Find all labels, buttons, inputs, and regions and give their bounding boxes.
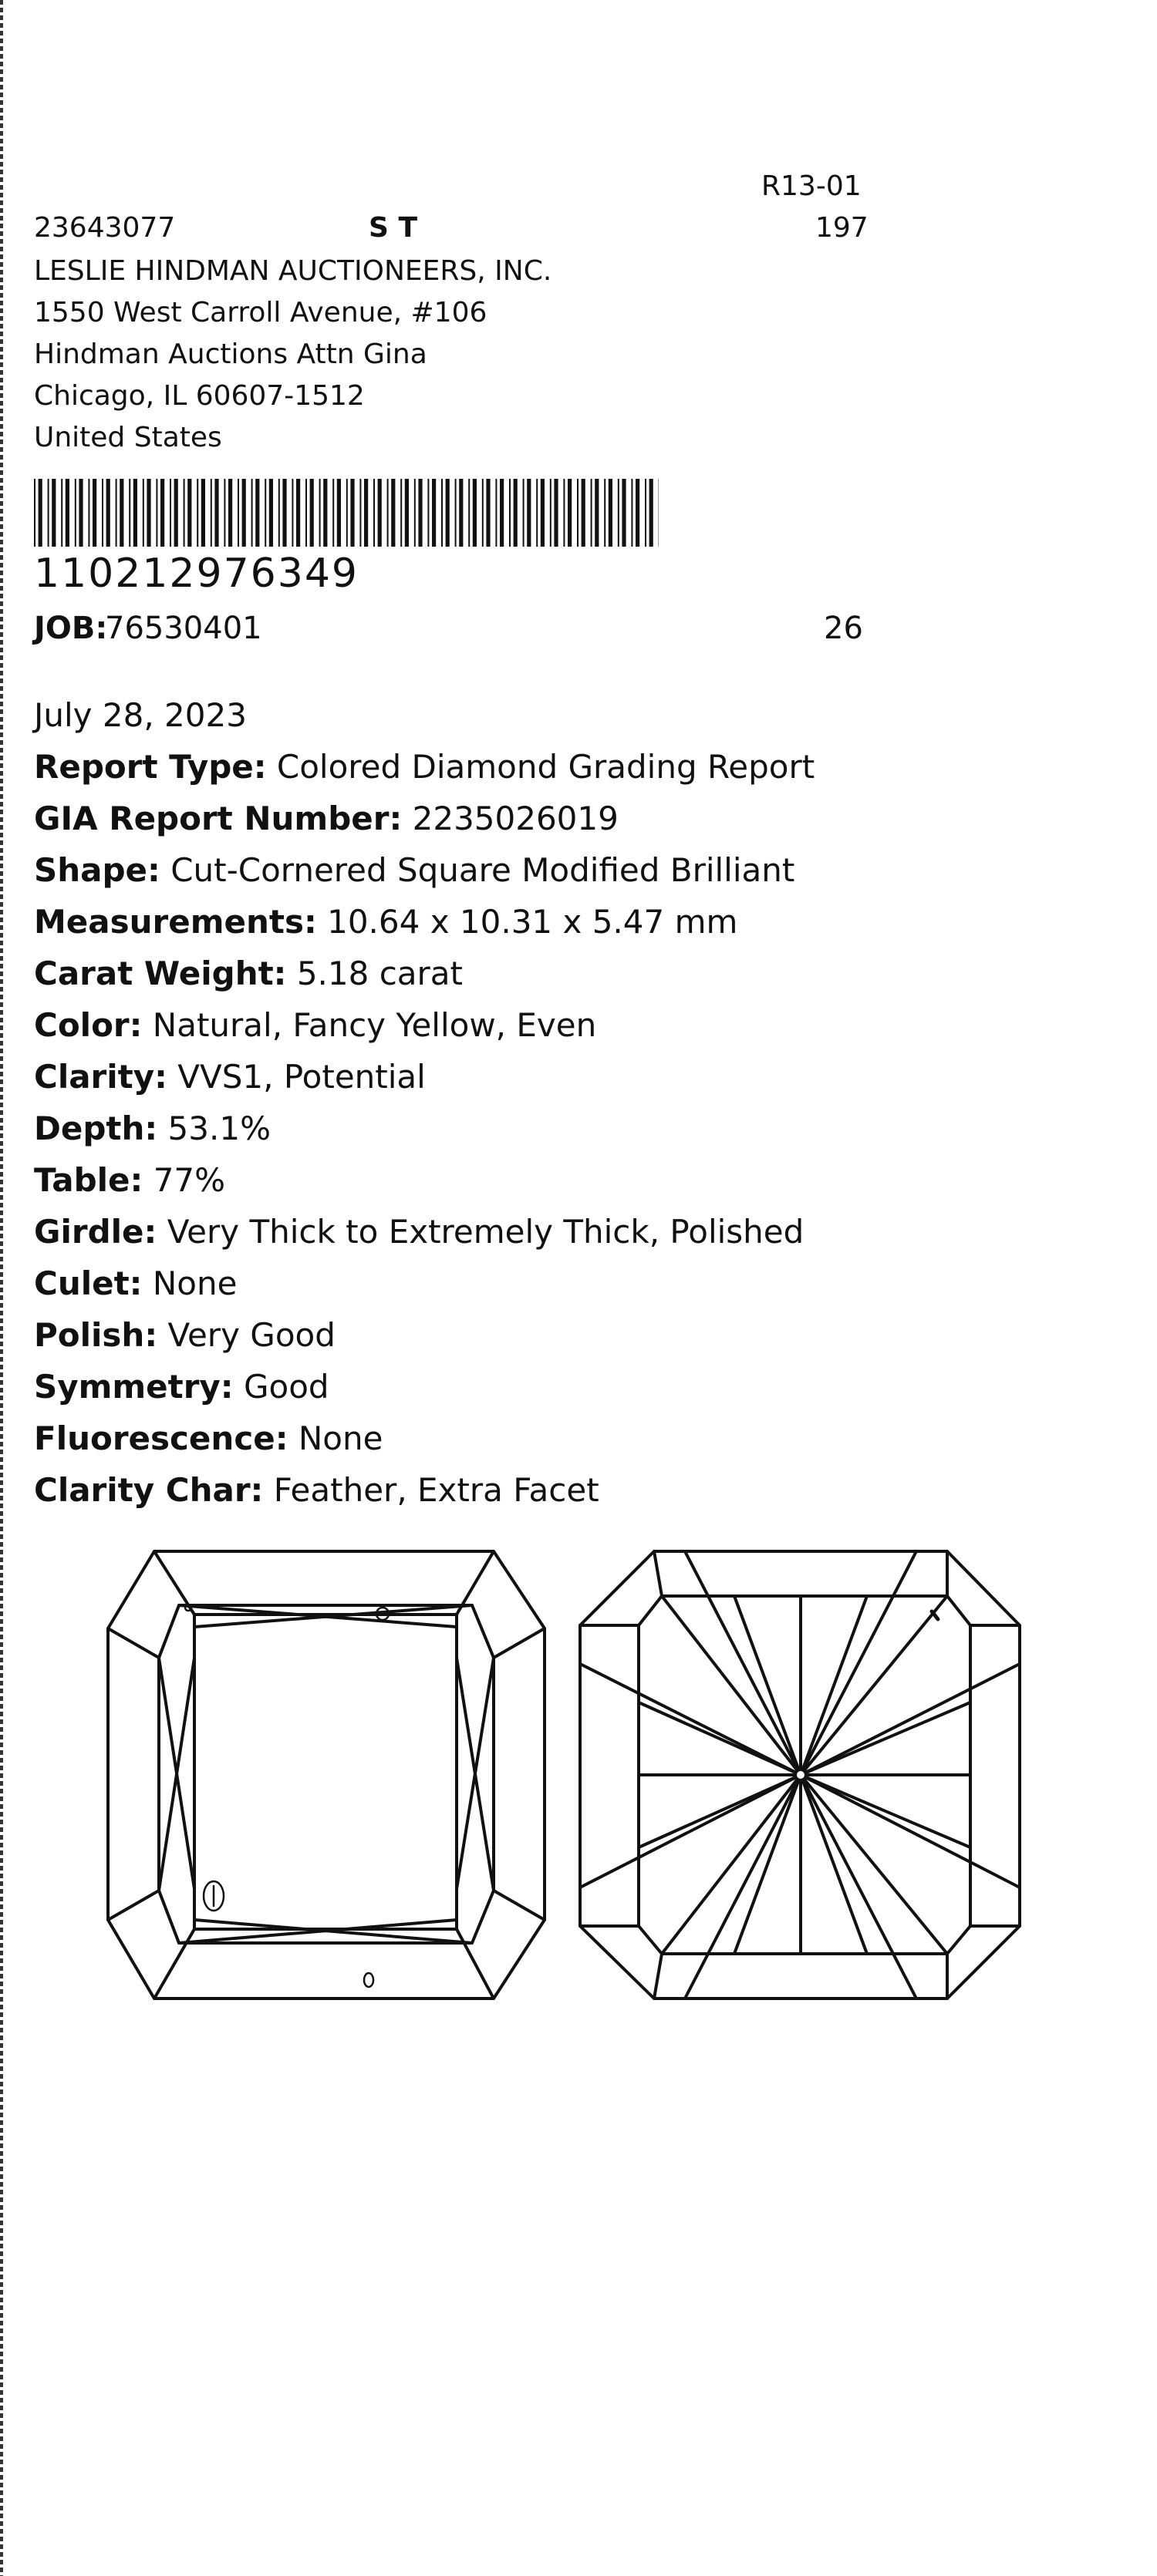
barcode-bar — [147, 479, 150, 547]
address-country: United States — [34, 422, 222, 453]
barcode-bar — [129, 479, 130, 547]
field-value: None — [152, 1264, 238, 1302]
field-clarity-characteristics — [34, 1471, 599, 1509]
barcode-bar — [414, 479, 416, 547]
pavilion-facet-diagram-icon — [578, 1548, 1026, 2002]
barcode-bar — [197, 479, 198, 547]
barcode-bar — [595, 479, 599, 547]
field-value: Colored Diamond Grading Report — [276, 748, 815, 786]
barcode-bar — [282, 479, 286, 547]
barcode-bar — [265, 479, 266, 547]
field-label: Clarity: — [34, 1058, 167, 1096]
barcode-bar — [400, 479, 402, 547]
field-value: VVS1, Potential — [177, 1058, 426, 1096]
barcode-bar — [622, 479, 626, 547]
field-label: Report Type: — [34, 748, 267, 786]
barcode-bar — [346, 479, 348, 547]
barcode-bar — [473, 479, 477, 547]
field-gia-report-number — [34, 800, 619, 837]
barcode-bar — [106, 479, 110, 547]
barcode-bar — [66, 479, 69, 547]
barcode-bar — [332, 479, 334, 547]
barcode-bar — [214, 479, 218, 547]
barcode-bar — [391, 479, 395, 547]
barcode-bar — [34, 479, 35, 547]
field-value: 53.1% — [167, 1110, 271, 1147]
company-name: LESLIE HINDMAN AUCTIONEERS, INC. — [34, 255, 552, 287]
field-value: Natural, Fancy Yellow, Even — [152, 1006, 597, 1044]
barcode-bar — [79, 479, 83, 547]
barcode-bar — [61, 479, 62, 547]
barcode-bar — [48, 479, 49, 547]
field-measurements — [34, 903, 738, 941]
sheet-number: 197 — [815, 212, 869, 244]
barcode-bar — [523, 479, 525, 547]
field-value: Very Thick to Extremely Thick, Polished — [167, 1213, 805, 1251]
field-value: Cut-Cornered Square Modified Brilliant — [170, 851, 795, 889]
barcode-bar — [495, 479, 497, 547]
barcode-bar — [350, 479, 354, 547]
barcode-bar — [174, 479, 178, 547]
barcode-bar — [609, 479, 612, 547]
barcode-bar — [52, 479, 56, 547]
barcode-bar — [568, 479, 572, 547]
field-value: Feather, Extra Facet — [273, 1471, 599, 1509]
barcode-bar — [563, 479, 565, 547]
barcode-bar — [577, 479, 578, 547]
field-value: 5.18 carat — [296, 955, 463, 992]
barcode-bar — [228, 479, 232, 547]
barcode-bar — [364, 479, 368, 547]
barcode-bar — [645, 479, 646, 547]
field-value: Good — [243, 1368, 329, 1406]
barcode-bar — [418, 479, 422, 547]
barcode-bar — [387, 479, 389, 547]
barcode-bar — [649, 479, 653, 547]
address-attn: Hindman Auctions Attn Gina — [34, 338, 427, 370]
barcode-bar — [319, 479, 321, 547]
field-label: Carat Weight: — [34, 955, 287, 992]
field-label: Color: — [34, 1006, 143, 1044]
barcode-bar — [631, 479, 632, 547]
barcode-bar — [446, 479, 450, 547]
barcode-bar — [636, 479, 639, 547]
barcode-bar — [514, 479, 518, 547]
barcode-bar — [120, 479, 123, 547]
barcode-bar — [527, 479, 531, 547]
barcode-bar — [160, 479, 164, 547]
barcode-bar — [170, 479, 171, 547]
field-value: 10.64 x 10.31 x 5.47 mm — [327, 903, 738, 941]
barcode-bar — [459, 479, 463, 547]
barcode-bar — [39, 479, 42, 547]
barcode-bar — [441, 479, 443, 547]
crown-facet-diagram-icon — [105, 1548, 549, 2002]
shipping-barcode — [34, 479, 659, 547]
field-value: 77% — [153, 1161, 226, 1199]
address-city: Chicago, IL 60607-1512 — [34, 380, 365, 412]
field-label: Clarity Char: — [34, 1471, 264, 1509]
field-label: Culet: — [34, 1264, 143, 1302]
barcode-bar — [554, 479, 558, 547]
job-count: 26 — [824, 611, 863, 646]
barcode-bar — [591, 479, 592, 547]
barcode-bar — [323, 479, 327, 547]
sheet-code: R13-01 — [761, 170, 862, 202]
barcode-bar — [427, 479, 429, 547]
field-label: Symmetry: — [34, 1368, 234, 1406]
field-table — [34, 1161, 226, 1199]
field-label: Fluorescence: — [34, 1419, 288, 1457]
barcode-bar — [251, 479, 253, 547]
field-label: Depth: — [34, 1110, 158, 1147]
report-date: July 28, 2023 — [34, 696, 247, 734]
customer-initials: S T — [369, 212, 418, 244]
field-polish — [34, 1316, 336, 1354]
barcode-bar — [359, 479, 361, 547]
field-label: Shape: — [34, 851, 160, 889]
barcode-bar — [133, 479, 137, 547]
barcode-bar — [242, 479, 246, 547]
barcode-bar — [102, 479, 103, 547]
barcode-bar — [604, 479, 605, 547]
barcode-bar — [93, 479, 96, 547]
barcode-bar — [482, 479, 484, 547]
field-shape — [34, 851, 795, 889]
barcode-bar — [296, 479, 300, 547]
barcode-bar — [238, 479, 239, 547]
barcode-bar — [455, 479, 457, 547]
barcode-bar — [187, 479, 191, 547]
barcode-bar — [184, 479, 185, 547]
field-label: Measurements: — [34, 903, 317, 941]
barcode-bar — [75, 479, 76, 547]
barcode-bar — [500, 479, 504, 547]
address-line1: 1550 West Carroll Avenue, #106 — [34, 297, 487, 328]
barcode-bar — [405, 479, 409, 547]
job-label: JOB: — [34, 611, 108, 646]
barcode-bar — [224, 479, 225, 547]
barcode-bar — [378, 479, 382, 547]
barcode-bar — [509, 479, 511, 547]
barcode-bar — [292, 479, 293, 547]
barcode-bar — [201, 479, 205, 547]
field-label: Girdle: — [34, 1213, 157, 1251]
job-number: 76530401 — [105, 611, 262, 646]
barcode-bar — [269, 479, 273, 547]
field-label: Table: — [34, 1161, 143, 1199]
field-culet — [34, 1264, 238, 1302]
barcode-bar — [278, 479, 280, 547]
barcode-bar — [156, 479, 157, 547]
customer-id: 23643077 — [34, 212, 176, 244]
field-fluorescence — [34, 1419, 383, 1457]
field-value: None — [298, 1419, 383, 1457]
field-depth — [34, 1110, 271, 1147]
barcode-number: 110212976349 — [34, 551, 359, 597]
barcode-bar — [337, 479, 341, 547]
barcode-bar — [143, 479, 144, 547]
barcode-bar — [211, 479, 212, 547]
scan-edge-perforation — [0, 0, 3, 2576]
field-symmetry — [34, 1368, 329, 1406]
field-report-type — [34, 748, 815, 786]
field-girdle — [34, 1213, 805, 1251]
barcode-bar — [550, 479, 552, 547]
barcode-bar — [88, 479, 89, 547]
barcode-bar — [373, 479, 375, 547]
barcode-bar — [310, 479, 314, 547]
barcode-bar — [468, 479, 470, 547]
barcode-bar — [255, 479, 259, 547]
barcode-bar — [305, 479, 307, 547]
field-value: 2235026019 — [412, 800, 619, 837]
field-color — [34, 1006, 597, 1044]
field-clarity — [34, 1058, 426, 1096]
barcode-bar — [116, 479, 117, 547]
field-value: Very Good — [167, 1316, 336, 1354]
barcode-bar — [618, 479, 619, 547]
barcode-bar — [536, 479, 538, 547]
barcode-bar — [432, 479, 436, 547]
barcode-bar — [541, 479, 545, 547]
field-label: Polish: — [34, 1316, 158, 1354]
field-label: GIA Report Number: — [34, 800, 403, 837]
barcode-bar — [486, 479, 490, 547]
barcode-bar — [582, 479, 585, 547]
field-carat-weight — [34, 955, 463, 992]
